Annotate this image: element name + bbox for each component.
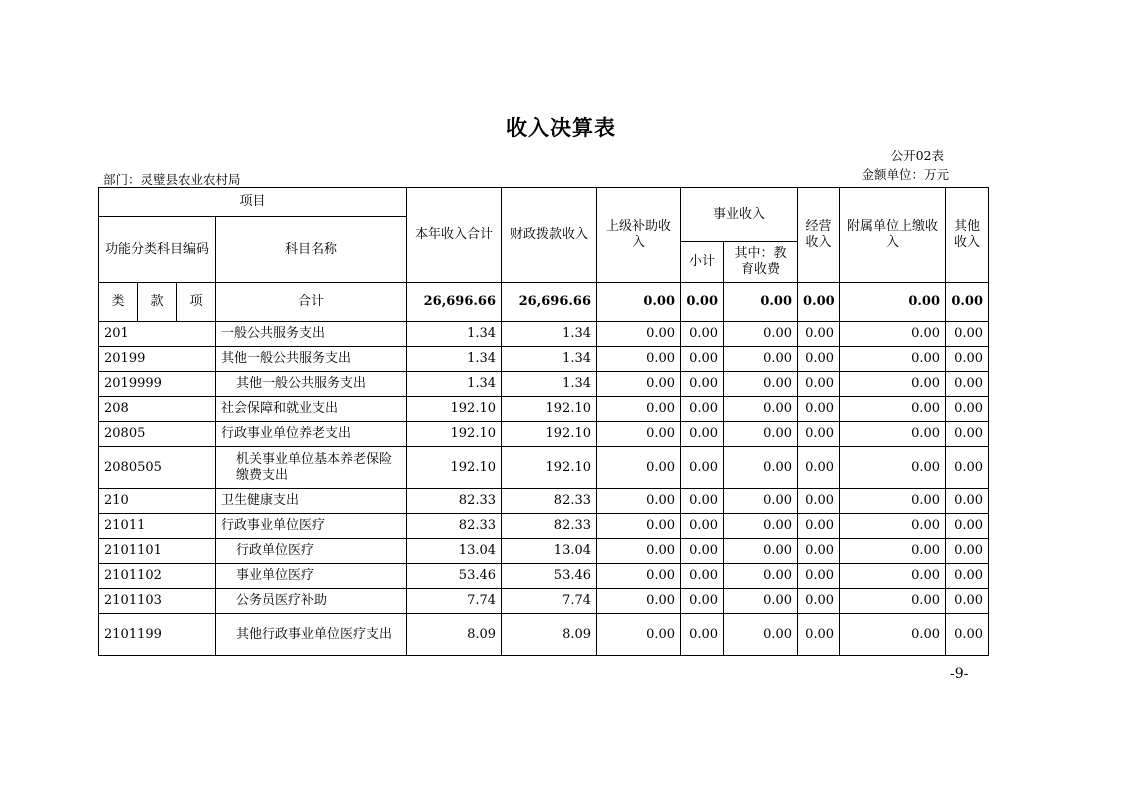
row-total-value: 53.46 [407,564,502,589]
row-other-value: 0.00 [946,447,989,489]
row-total-value: 192.10 [407,397,502,422]
row-code: 2101199 [99,614,216,656]
total-fiscal-value: 26,696.66 [502,283,597,322]
row-fiscal-value: 1.34 [502,347,597,372]
row-subject-name: 行政事业单位医疗 [216,514,407,539]
header-xiang: 项 [177,283,216,322]
row-code: 210 [99,489,216,514]
row-fiscal-value: 82.33 [502,514,597,539]
row-edu-value: 0.00 [724,539,798,564]
row-other-value: 0.00 [946,564,989,589]
total-subtotal-value: 0.00 [681,283,724,322]
table-row [99,539,989,564]
row-fiscal-value: 1.34 [502,322,597,347]
row-subject-name: 行政单位医疗 [216,539,407,564]
total-affiliated-value: 0.00 [840,283,946,322]
row-other-value: 0.00 [946,322,989,347]
row-code: 208 [99,397,216,422]
row-operating-value: 0.00 [798,422,840,447]
row-subtotal-value: 0.00 [681,397,724,422]
row-subtotal-value: 0.00 [681,422,724,447]
row-affiliated-value: 0.00 [840,422,946,447]
page-title: 收入决算表 [506,116,616,140]
total-edu-value: 0.00 [724,283,798,322]
row-superior-value: 0.00 [597,322,681,347]
row-total-value: 82.33 [407,514,502,539]
row-operating-value: 0.00 [798,447,840,489]
header-lei: 类 [99,283,138,322]
row-code: 2019999 [99,372,216,397]
row-subject-name: 其他一般公共服务支出 [216,347,407,372]
row-fiscal-value: 7.74 [502,589,597,614]
header-business: 事业收入 [681,188,798,242]
header-subject-name: 科目名称 [216,217,407,283]
row-subtotal-value: 0.00 [681,539,724,564]
row-edu-value: 0.00 [724,564,798,589]
row-fiscal-value: 53.46 [502,564,597,589]
row-subject-name: 公务员医疗补助 [216,589,407,614]
row-other-value: 0.00 [946,614,989,656]
table-row [99,422,989,447]
row-total-value: 7.74 [407,589,502,614]
row-subject-name: 其他一般公共服务支出 [216,372,407,397]
department-label: 部门：灵璧县农业农村局 [103,172,241,187]
row-superior-value: 0.00 [597,489,681,514]
row-edu-value: 0.00 [724,614,798,656]
total-operating-value: 0.00 [798,283,840,322]
row-operating-value: 0.00 [798,397,840,422]
row-subject-name: 事业单位医疗 [216,564,407,589]
row-affiliated-value: 0.00 [840,347,946,372]
row-total-value: 1.34 [407,322,502,347]
row-affiliated-value: 0.00 [840,447,946,489]
header-total-income: 本年收入合计 [407,188,502,283]
row-total-value: 82.33 [407,489,502,514]
row-fiscal-value: 1.34 [502,372,597,397]
row-other-value: 0.00 [946,539,989,564]
row-total-value: 13.04 [407,539,502,564]
row-operating-value: 0.00 [798,564,840,589]
row-other-value: 0.00 [946,347,989,372]
row-affiliated-value: 0.00 [840,489,946,514]
row-subtotal-value: 0.00 [681,447,724,489]
row-other-value: 0.00 [946,589,989,614]
row-operating-value: 0.00 [798,489,840,514]
row-other-value: 0.00 [946,514,989,539]
row-code: 201 [99,322,216,347]
row-subtotal-value: 0.00 [681,589,724,614]
row-total-value: 1.34 [407,347,502,372]
row-other-value: 0.00 [946,397,989,422]
header-fiscal: 财政拨款收入 [502,188,597,283]
header-edu-fee: 其中：教育收费 [724,242,798,283]
row-superior-value: 0.00 [597,514,681,539]
row-other-value: 0.00 [946,489,989,514]
total-other-value: 0.00 [946,283,989,322]
row-subtotal-value: 0.00 [681,489,724,514]
table-row [99,489,989,514]
row-affiliated-value: 0.00 [840,397,946,422]
row-code: 2101101 [99,539,216,564]
row-code: 20805 [99,422,216,447]
header-affiliated: 附属单位上缴收入 [840,188,946,283]
row-edu-value: 0.00 [724,447,798,489]
row-fiscal-value: 13.04 [502,539,597,564]
row-affiliated-value: 0.00 [840,322,946,347]
row-superior-value: 0.00 [597,447,681,489]
row-edu-value: 0.00 [724,422,798,447]
table-row [99,347,989,372]
row-code: 20199 [99,347,216,372]
header-subtotal: 小计 [681,242,724,283]
table-row [99,397,989,422]
row-operating-value: 0.00 [798,614,840,656]
row-total-value: 192.10 [407,422,502,447]
header-other: 其他收入 [946,188,989,283]
table-row [99,322,989,347]
row-edu-value: 0.00 [724,489,798,514]
row-superior-value: 0.00 [597,422,681,447]
row-fiscal-value: 8.09 [502,614,597,656]
row-superior-value: 0.00 [597,614,681,656]
header-operating: 经营收入 [798,188,840,283]
row-edu-value: 0.00 [724,322,798,347]
row-operating-value: 0.00 [798,372,840,397]
row-affiliated-value: 0.00 [840,564,946,589]
total-superior-value: 0.00 [597,283,681,322]
row-code: 2101103 [99,589,216,614]
row-superior-value: 0.00 [597,397,681,422]
row-affiliated-value: 0.00 [840,614,946,656]
row-total-value: 1.34 [407,372,502,397]
row-superior-value: 0.00 [597,347,681,372]
header-kuan: 款 [138,283,177,322]
row-subject-name: 卫生健康支出 [216,489,407,514]
row-subtotal-value: 0.00 [681,614,724,656]
table-row [99,589,989,614]
row-subject-name: 行政事业单位养老支出 [216,422,407,447]
row-edu-value: 0.00 [724,514,798,539]
row-subtotal-value: 0.00 [681,564,724,589]
row-affiliated-value: 0.00 [840,514,946,539]
row-operating-value: 0.00 [798,589,840,614]
row-edu-value: 0.00 [724,347,798,372]
row-subtotal-value: 0.00 [681,322,724,347]
table-row [99,372,989,397]
total-income-value: 26,696.66 [407,283,502,322]
row-superior-value: 0.00 [597,539,681,564]
row-subject-name: 机关事业单位基本养老保险缴费支出 [216,447,407,489]
row-subject-name: 其他行政事业单位医疗支出 [216,614,407,656]
income-final-accounts-table [98,187,989,656]
row-edu-value: 0.00 [724,372,798,397]
row-subtotal-value: 0.00 [681,514,724,539]
row-superior-value: 0.00 [597,564,681,589]
unit-label: 金额单位：万元 [861,167,949,182]
total-label: 合计 [216,283,407,322]
row-affiliated-value: 0.00 [840,539,946,564]
header-func-code: 功能分类科目编码 [99,217,216,283]
row-total-value: 8.09 [407,614,502,656]
row-operating-value: 0.00 [798,322,840,347]
row-affiliated-value: 0.00 [840,372,946,397]
table-row [99,447,989,489]
row-operating-value: 0.00 [798,539,840,564]
row-subject-name: 社会保障和就业支出 [216,397,407,422]
row-subtotal-value: 0.00 [681,372,724,397]
row-subtotal-value: 0.00 [681,347,724,372]
row-code: 21011 [99,514,216,539]
row-subject-name: 一般公共服务支出 [216,322,407,347]
table-row [99,514,989,539]
row-fiscal-value: 192.10 [502,422,597,447]
row-other-value: 0.00 [946,372,989,397]
row-edu-value: 0.00 [724,397,798,422]
row-code: 2080505 [99,447,216,489]
header-item: 项目 [99,188,407,217]
row-operating-value: 0.00 [798,514,840,539]
row-other-value: 0.00 [946,422,989,447]
row-superior-value: 0.00 [597,372,681,397]
row-edu-value: 0.00 [724,589,798,614]
row-superior-value: 0.00 [597,589,681,614]
table-row [99,614,989,656]
header-superior: 上级补助收入 [597,188,681,283]
row-operating-value: 0.00 [798,347,840,372]
row-total-value: 192.10 [407,447,502,489]
row-fiscal-value: 82.33 [502,489,597,514]
form-code: 公开02表 [890,148,944,163]
row-fiscal-value: 192.10 [502,447,597,489]
row-affiliated-value: 0.00 [840,589,946,614]
page-number: -9- [950,666,969,682]
table-row [99,564,989,589]
row-fiscal-value: 192.10 [502,397,597,422]
row-code: 2101102 [99,564,216,589]
